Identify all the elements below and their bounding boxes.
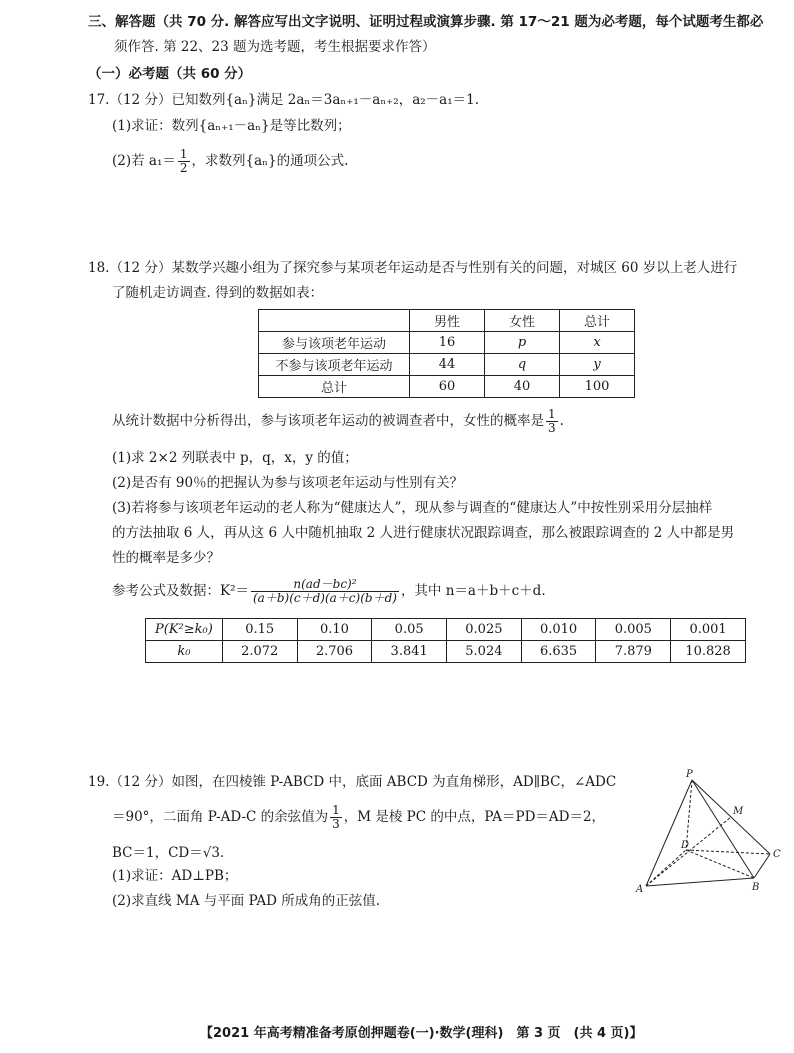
label-m: M (733, 806, 744, 817)
q18-stem-line2: 了随机走访调查. 得到的数据如表： (112, 285, 324, 301)
label-a: A (636, 884, 644, 895)
table-row (259, 332, 635, 354)
q19-stem2-pre: ＝90°，二面角 P-AD-C 的余弦值为 (112, 809, 329, 825)
table-cell: 7.879 (596, 641, 671, 663)
edge-ad (646, 850, 686, 886)
table-cell: 44 (410, 354, 485, 376)
edge-pa (646, 780, 692, 886)
table-row (259, 354, 635, 376)
table-row (146, 619, 746, 641)
q19-stem2-post: ，M 是棱 PC 的中点，PA＝PD＝AD＝2， (343, 809, 606, 825)
table-cell: 不参与该项老年运动 (259, 354, 410, 376)
pyramid-figure (628, 768, 788, 898)
q18-part3-line2: 的方法抽取 6 人，再从这 6 人中随机抽取 2 人进行健康状况跟踪调查，那么被跟踪调查的 2 人中都是男 (112, 525, 735, 541)
label-c: C (773, 849, 781, 860)
table-cell: p (485, 332, 560, 354)
table-cell: 2.706 (297, 641, 372, 663)
label-p: P (686, 769, 693, 780)
fraction-numerator: 1 (548, 407, 556, 421)
fraction-numerator: n(ad－bc)² (251, 578, 399, 592)
table-cell: y (560, 354, 635, 376)
subheading: （一）必考题（共 60 分） (88, 66, 252, 82)
contingency-table (258, 309, 635, 398)
q17-fraction (178, 148, 190, 175)
table-cell: 100 (560, 376, 635, 398)
q18-part1: (1)求 2×2 列联表中 p，q，x，y 的值； (112, 450, 358, 466)
edge-bc (754, 854, 770, 878)
table-cell: 3.841 (372, 641, 447, 663)
q18-part2: (2)是否有 90％的把握认为参与该项老年运动与性别有关？ (112, 475, 464, 491)
segment-db (686, 850, 754, 878)
q17-part1: (1)求证：数列{aₙ₊₁－aₙ}是等比数列； (112, 118, 351, 134)
fraction-denominator: 3 (332, 817, 340, 831)
q19-stem-line1: 19.（12 分）如图，在四棱锥 P-ABCD 中，底面 ABCD 为直角梯形，AD∥BC，∠ADC (88, 774, 617, 790)
section-heading-line2: 须作答. 第 22、23 题为选考题，考生根据要求作答） (114, 39, 436, 55)
q19-stem-line3: BC＝1，CD＝√3. (112, 845, 225, 861)
table-cell: 40 (485, 376, 560, 398)
table-cell: P(K²≥k₀) (146, 619, 223, 641)
section-heading: 三、解答题（共 70 分. 解答应写出文字说明、证明过程或演算步骤. 第 17～21 题为必考题，每个试题考生都必 (88, 14, 764, 30)
table-cell: 10.828 (671, 641, 746, 663)
edge-ab (646, 878, 754, 886)
q19-stem-line2 (112, 804, 605, 831)
q18-fraction (546, 408, 558, 435)
table-cell: 0.025 (447, 619, 522, 641)
table-cell: 0.010 (521, 619, 596, 641)
edge-pc (692, 780, 770, 854)
table-cell: 5.024 (447, 641, 522, 663)
table-row (259, 310, 635, 332)
table-cell: 0.15 (222, 619, 297, 641)
q18-part3-line3: 性的概率是多少？ (112, 550, 220, 566)
fraction-numerator: 1 (332, 803, 340, 817)
section-heading-line1 (88, 12, 763, 32)
formula-post: ，其中 n＝a＋b＋c＋d. (400, 583, 546, 599)
table-cell: 16 (410, 332, 485, 354)
fraction-denominator: 3 (548, 421, 556, 435)
table-cell: 0.005 (596, 619, 671, 641)
critical-value-table (145, 618, 746, 663)
table-cell: 60 (410, 376, 485, 398)
table-cell: 总计 (560, 310, 635, 332)
label-d: D (681, 840, 690, 851)
q17-part2-pre: (2)若 a₁＝ (112, 153, 176, 169)
table-cell: 参与该项老年运动 (259, 332, 410, 354)
q18-prob-pre: 从统计数据中分析得出，参与该项老年运动的被调查者中，女性的概率是 (112, 413, 544, 429)
fraction-denominator: 2 (179, 161, 188, 175)
table-cell: 6.635 (521, 641, 596, 663)
table-row (146, 641, 746, 663)
edge-dc (686, 850, 770, 854)
q19-part2: (2)求直线 MA 与平面 PAD 所成角的正弦值. (112, 893, 381, 909)
page-footer: 【2021 年高考精准备考原创押题卷(一)·数学(理科) 第 3 页 (共 4 页)】 (200, 1026, 643, 1041)
q18-prob-post: . (559, 413, 564, 429)
q17-stem: 17.（12 分）已知数列{aₙ}满足 2aₙ＝3aₙ₊₁－aₙ₊₂，a₂－a₁＝1. (88, 92, 480, 108)
fraction-numerator: 1 (179, 147, 188, 161)
fraction-denominator: (a＋b)(c＋d)(a＋c)(b＋d) (253, 591, 397, 605)
formula-pre: 参考公式及数据：K²＝ (112, 583, 249, 599)
q18-probability-line (112, 408, 564, 435)
table-cell: 总计 (259, 376, 410, 398)
table-cell: 0.10 (297, 619, 372, 641)
q17-part2-post: ，求数列{aₙ}的通项公式. (191, 153, 349, 169)
table-cell (259, 310, 410, 332)
q19-fraction (330, 804, 342, 831)
q17-part2 (112, 148, 348, 175)
k2-fraction (251, 578, 399, 605)
q18-formula (112, 578, 546, 605)
table-cell: 男性 (410, 310, 485, 332)
edge-pb (692, 780, 754, 878)
table-cell: q (485, 354, 560, 376)
table-cell: 女性 (485, 310, 560, 332)
table-cell: 2.072 (222, 641, 297, 663)
q18-part3-line1: (3)若将参与该项老年运动的老人称为“健康达人”，现从参与调查的“健康达人”中按性别采用分层抽样 (112, 500, 713, 516)
q19-part1: (1)求证：AD⊥PB； (112, 868, 238, 884)
table-cell: 0.001 (671, 619, 746, 641)
q18-stem-line1: 18.（12 分）某数学兴趣小组为了探究参与某项老年运动是否与性别有关的问题，对城区 60 岁以上老人进行 (88, 260, 738, 276)
table-cell: x (560, 332, 635, 354)
table-row (259, 376, 635, 398)
table-cell: 0.05 (372, 619, 447, 641)
label-b: B (752, 882, 760, 893)
table-cell: k₀ (146, 641, 223, 663)
